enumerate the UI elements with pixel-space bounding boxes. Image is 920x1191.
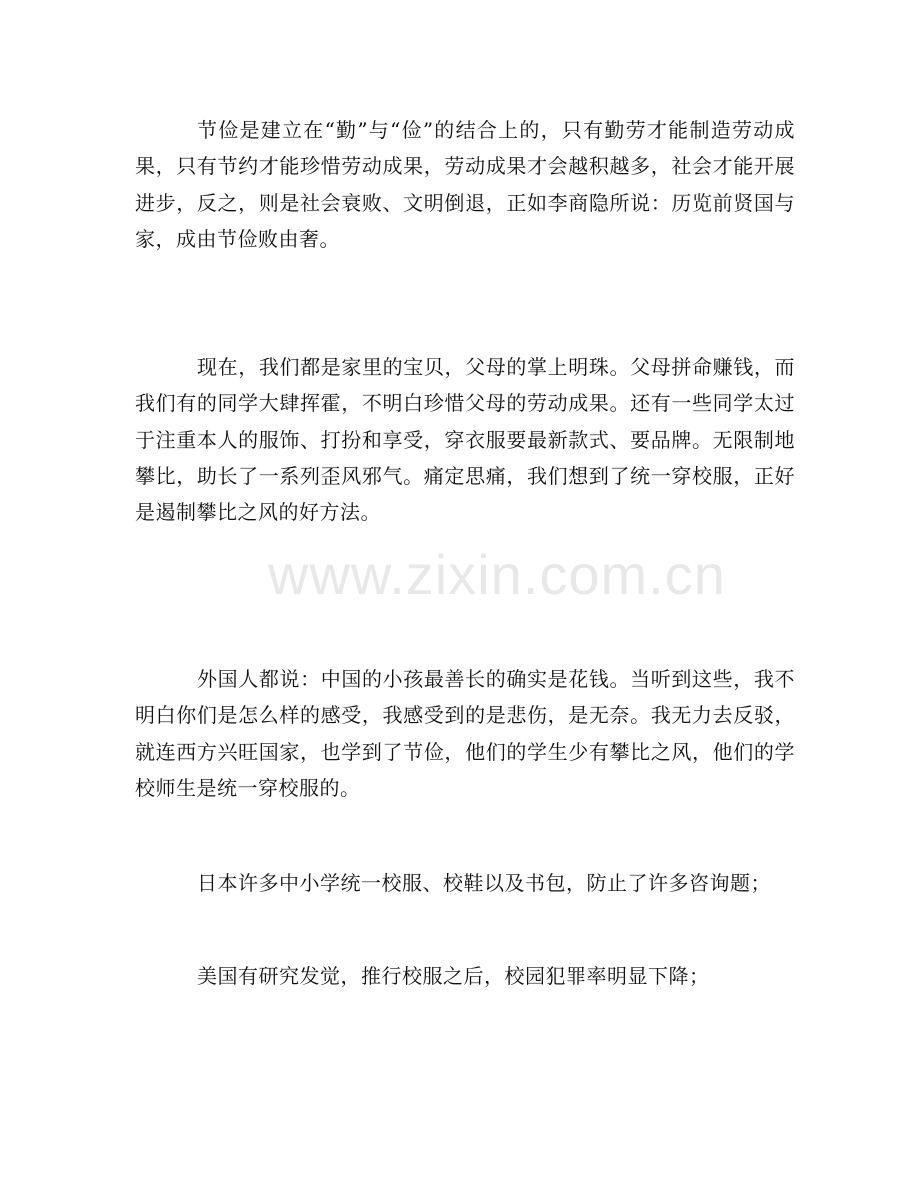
paragraph-4: 日本许多中小学统一校服、校鞋以及书包，防止了许多咨询题； bbox=[197, 871, 771, 895]
paragraph-2: 现在，我们都是家里的宝贝，父母的掌上明珠。父母拼命赚钱，而我们有的同学大肆挥霍，不明白珍惜父母的劳动成果。还有一些同学太过于注重本人的服饰、打扮和享受，穿衣服要最新款式、要品牌。无限制地攀比，助长了一系列歪风邪气。痛定思痛，我们想到了统一穿校服，正好是遏制攀比之风的好方法。 bbox=[135, 355, 795, 525]
paragraph-3: 外国人都说：中国的小孩最善长的确实是花钱。当听到这些，我不明白你们是怎么样的感受，我感受到的是悲伤，是无奈。我无力去反驳，就连西方兴旺国家，也学到了节俭，他们的学生少有攀比之风，他们的学校师生是统一穿校服的。 bbox=[135, 667, 795, 800]
paragraph-1: 节俭是建立在“勤”与“俭”的结合上的，只有勤劳才能制造劳动成果，只有节约才能珍惜劳动成果，劳动成果才会越积越多，社会才能开展进步，反之，则是社会衰败、文明倒退，正如李商隐所说：历览前贤国与家，成由节俭败由奢。 bbox=[135, 118, 795, 251]
watermark-text: www.zixin.com.cn bbox=[268, 543, 726, 606]
paragraph-5: 美国有研究发觉，推行校服之后，校园犯罪率明显下降； bbox=[197, 964, 710, 988]
